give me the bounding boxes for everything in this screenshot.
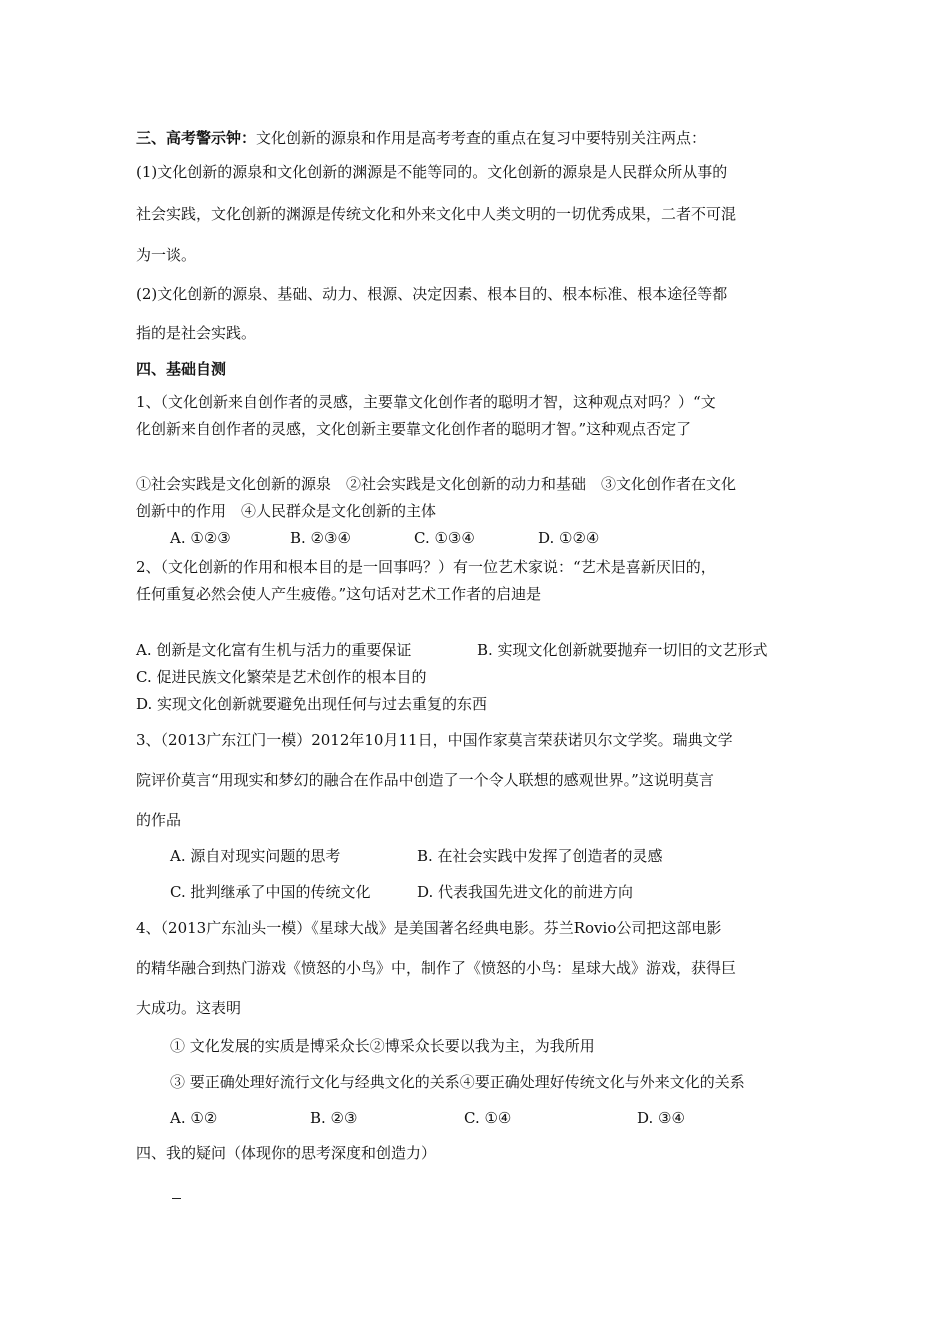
q3-line2: 院评价莫言“用现实和梦幻的融合在作品中创造了一个令人联想的感观世界。”这说明莫言 (136, 771, 714, 789)
q4-line2: 的精华融合到热门游戏《愤怒的小鸟》中，制作了《愤怒的小鸟：星球大战》游戏，获得巨 (136, 959, 737, 977)
q2-option-b: B. 实现文化创新就要抛弃一切旧的文艺形式 (477, 641, 768, 659)
q1-option-b: B. ②③④ (290, 529, 351, 547)
q4-statements-line1: ① 文化发展的实质是博采众长②博采众长要以我为主，为我所用 (170, 1037, 595, 1055)
section3-intro: 文化创新的源泉和作用是高考考查的重点在复习中要特别关注两点： (256, 129, 707, 147)
q4-statements-line2: ③ 要正确处理好流行文化与经典文化的关系④要正确处理好传统文化与外来文化的关系 (170, 1073, 745, 1091)
q3-line1: 3、（2013广东江门一模）2012年10月11日，中国作家莫言荣获诺贝尔文学奖。瑞典文学 (136, 731, 733, 749)
point1-line3: 为一谈。 (136, 246, 197, 264)
q2-option-a: A. 创新是文化富有生机与活力的重要保证 (136, 641, 412, 659)
q1-statements-line2: 创新中的作用 ④人民群众是文化创新的主体 (136, 502, 437, 520)
q4-line1: 4、（2013广东汕头一模）《星球大战》是美国著名经典电影。芬兰Rovio公司把这部电影 (136, 919, 722, 937)
q2-option-ab-line (136, 640, 768, 660)
q4-option-c: C. ①④ (464, 1109, 512, 1127)
q3-option-b: B. 在社会实践中发挥了创造者的灵感 (417, 847, 663, 865)
q2-line1: 2、（文化创新的作用和根本目的是一回事吗？）有一位艺术家说：“艺术是喜新厌旧的， (136, 558, 716, 576)
q3-option-cd-line (170, 882, 633, 902)
q4-line3: 大成功。这表明 (136, 999, 242, 1017)
q4-options (170, 1108, 685, 1128)
q1-option-a: A. ①②③ (170, 529, 231, 547)
section3-heading: 三、高考警示钟： (136, 129, 257, 147)
q1-line2: 化创新来自创作者的灵感，文化创新主要靠文化创作者的聪明才智。”这种观点否定了 (136, 420, 692, 438)
text-cursor[interactable] (172, 1198, 181, 1199)
point2-line1: (2)文化创新的源泉、基础、动力、根源、决定因素、根本目的、根本标准、根本途径等都 (136, 285, 728, 303)
q4-option-d: D. ③④ (637, 1109, 685, 1127)
q3-option-ab-line (170, 846, 663, 866)
section4-heading: 四、基础自测 (136, 360, 227, 378)
section3-line (136, 128, 706, 148)
q3-option-c: C. 批判继承了中国的传统文化 (170, 883, 371, 901)
point2-line2: 指的是社会实践。 (136, 324, 257, 342)
q1-option-d: D. ①②④ (538, 529, 600, 547)
q3-line3: 的作品 (136, 811, 182, 829)
q3-option-a: A. 源自对现实问题的思考 (170, 847, 341, 865)
q1-option-c: C. ①③④ (414, 529, 475, 547)
q4-option-a: A. ①② (170, 1109, 218, 1127)
point1-line1: (1)文化创新的源泉和文化创新的渊源是不能等同的。文化创新的源泉是人民群众所从事的 (136, 163, 728, 181)
point1-line2: 社会实践，文化创新的渊源是传统文化和外来文化中人类文明的一切优秀成果，二者不可混 (136, 205, 737, 223)
q1-statements-line1: ①社会实践是文化创新的源泉 ②社会实践是文化创新的动力和基础 ③文化创作者在文化 (136, 475, 737, 493)
section5-heading: 四、我的疑问（体现你的思考深度和创造力） (136, 1144, 437, 1162)
q2-option-d: D. 实现文化创新就要避免出现任何与过去重复的东西 (136, 695, 488, 713)
q1-options (170, 528, 599, 548)
q2-line2: 任何重复必然会使人产生疲倦。”这句话对艺术工作者的启迪是 (136, 585, 542, 603)
q4-option-b: B. ②③ (310, 1109, 358, 1127)
q3-option-d: D. 代表我国先进文化的前进方向 (417, 883, 634, 901)
q1-line1: 1、（文化创新来自创作者的灵感，主要靠文化创作者的聪明才智，这种观点对吗？）“文 (136, 393, 716, 411)
q2-option-c: C. 促进民族文化繁荣是艺术创作的根本目的 (136, 668, 427, 686)
